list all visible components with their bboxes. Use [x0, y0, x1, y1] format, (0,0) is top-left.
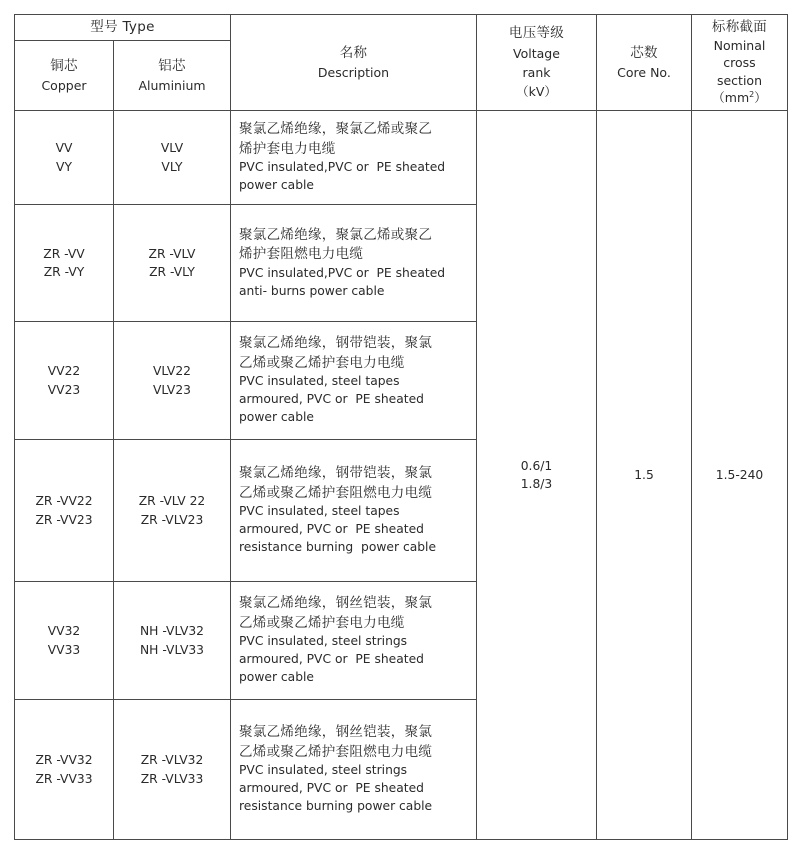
copper-model: VY — [56, 159, 72, 174]
desc-en-line: power cable — [239, 669, 315, 684]
header-copper — [15, 41, 114, 111]
header-section-en2: cross — [723, 55, 756, 71]
desc-cn-line: 乙烯或聚乙烯护套电力电缆 — [239, 354, 405, 371]
header-voltage-en2: rank — [522, 64, 551, 80]
copper-model: VV32 — [47, 624, 81, 639]
desc-en-line: PVC insulated, steel strings — [239, 634, 408, 649]
aluminium-model: ZR -VLY — [149, 265, 195, 279]
section-unit-post: ） — [754, 90, 767, 106]
desc-en-line: power cable — [239, 178, 315, 193]
copper-cell — [15, 111, 114, 205]
desc-en-line: armoured, PVC or PE sheated — [239, 781, 424, 796]
header-voltage-unit: （kV） — [516, 84, 557, 100]
header-type: 型号 Type — [15, 15, 231, 41]
copper-model: ZR -VY — [43, 265, 85, 279]
copper-model: ZR -VV33 — [35, 771, 93, 786]
aluminium-cell — [114, 111, 231, 205]
aluminium-model: VLV22 — [153, 364, 191, 379]
header-section-unit — [692, 89, 787, 107]
copper-cell — [15, 205, 114, 322]
desc-en-line: power cable — [239, 409, 315, 424]
header-core-cn: 芯数 — [630, 44, 658, 61]
aluminium-model: VLY — [161, 159, 183, 174]
aluminium-model: NH -VLV32 — [139, 624, 205, 639]
copper-model: VV — [55, 141, 73, 156]
desc-cn-line: 乙烯或聚乙烯护套阻燃电力电缆 — [239, 484, 433, 501]
header-core — [597, 15, 692, 111]
desc-en-line: anti- burns power cable — [239, 283, 385, 298]
desc-en-line: armoured, PVC or PE sheated — [239, 652, 424, 667]
aluminium-cell — [114, 205, 231, 322]
aluminium-model: ZR -VLV23 — [140, 512, 204, 527]
header-section-cn: 标称截面 — [711, 18, 768, 35]
copper-model: ZR -VV22 — [35, 494, 93, 509]
section-cell: 1.5-240 — [692, 111, 788, 840]
header-copper-en: Copper — [41, 77, 87, 93]
description-cell — [231, 322, 477, 440]
header-section-en1: Nominal — [713, 37, 766, 53]
desc-en-line: resistance burning power cable — [239, 539, 437, 554]
aluminium-cell — [114, 322, 231, 440]
section-unit-sup: 2 — [749, 90, 755, 100]
desc-cn-line: 聚氯乙烯绝缘，聚氯乙烯或聚乙 — [239, 121, 433, 138]
header-core-en: Core No. — [617, 64, 671, 80]
desc-en-line: armoured, PVC or PE sheated — [239, 522, 424, 537]
desc-en-line: PVC insulated, steel tapes — [239, 374, 400, 389]
aluminium-cell — [114, 440, 231, 582]
copper-cell — [15, 440, 114, 582]
copper-model: ZR -VV — [43, 246, 85, 261]
aluminium-model: ZR -VLV33 — [140, 771, 204, 786]
desc-cn-line: 烯护套电力电缆 — [239, 140, 336, 157]
header-voltage — [477, 15, 597, 111]
header-description — [231, 15, 477, 111]
header-copper-cn: 铜芯 — [50, 57, 78, 74]
header-section-en3: section — [716, 72, 763, 88]
voltage-value: 0.6/1 — [520, 458, 553, 473]
copper-cell — [15, 582, 114, 700]
copper-model: VV33 — [47, 642, 81, 657]
description-cell — [231, 582, 477, 700]
cable-spec-table — [14, 14, 788, 840]
aluminium-model: ZR -VLV32 — [140, 753, 204, 768]
desc-en-line: resistance burning power cable — [239, 798, 433, 813]
description-cell — [231, 700, 477, 840]
header-aluminium-en: Aluminium — [138, 77, 206, 93]
desc-cn-line: 聚氯乙烯绝缘，钢丝铠装，聚氯 — [239, 724, 433, 741]
desc-cn-line: 聚氯乙烯绝缘，钢带铠装，聚氯 — [239, 335, 433, 352]
desc-en-line: PVC insulated,PVC or PE sheated — [239, 265, 446, 280]
copper-model: VV22 — [47, 364, 81, 379]
header-desc-en: Description — [317, 64, 390, 80]
desc-cn-line: 乙烯或聚乙烯护套阻燃电力电缆 — [239, 743, 433, 760]
aluminium-model: NH -VLV33 — [139, 642, 205, 657]
table-row — [15, 111, 788, 205]
core-cell: 1.5 — [597, 111, 692, 840]
voltage-value: 1.8/3 — [520, 477, 553, 491]
header-voltage-cn: 电压等级 — [508, 25, 565, 42]
aluminium-model: ZR -VLV 22 — [138, 494, 206, 509]
copper-model: ZR -VV23 — [35, 512, 93, 527]
desc-cn-line: 乙烯或聚乙烯护套电力电缆 — [239, 614, 405, 631]
description-cell — [231, 205, 477, 322]
desc-en-line: PVC insulated,PVC or PE sheated — [239, 160, 446, 175]
desc-cn-line: 聚氯乙烯绝缘，钢丝铠装，聚氯 — [239, 595, 433, 612]
header-desc-cn: 名称 — [339, 44, 368, 61]
voltage-cell — [477, 111, 597, 840]
header-voltage-en1: Voltage — [513, 45, 560, 61]
desc-cn-line: 烯护套阻燃电力电缆 — [239, 246, 364, 263]
aluminium-model: VLV — [160, 141, 184, 156]
aluminium-model: ZR -VLV — [148, 246, 196, 261]
copper-model: VV23 — [47, 382, 81, 397]
description-cell — [231, 111, 477, 205]
description-cell — [231, 440, 477, 582]
copper-model: ZR -VV32 — [35, 753, 93, 768]
desc-en-line: PVC insulated, steel strings — [239, 763, 408, 778]
copper-cell — [15, 700, 114, 840]
header-aluminium — [114, 41, 231, 111]
section-unit-pre: （mm — [712, 90, 750, 106]
desc-cn-line: 聚氯乙烯绝缘，钢带铠装，聚氯 — [239, 465, 433, 482]
aluminium-model: VLV23 — [153, 382, 191, 397]
header-section — [692, 15, 788, 111]
header-aluminium-cn: 铝芯 — [158, 57, 186, 74]
copper-cell — [15, 322, 114, 440]
desc-en-line: PVC insulated, steel tapes — [239, 504, 400, 519]
desc-en-line: armoured, PVC or PE sheated — [239, 392, 424, 407]
aluminium-cell — [114, 582, 231, 700]
desc-cn-line: 聚氯乙烯绝缘，聚氯乙烯或聚乙 — [239, 226, 433, 243]
aluminium-cell — [114, 700, 231, 840]
